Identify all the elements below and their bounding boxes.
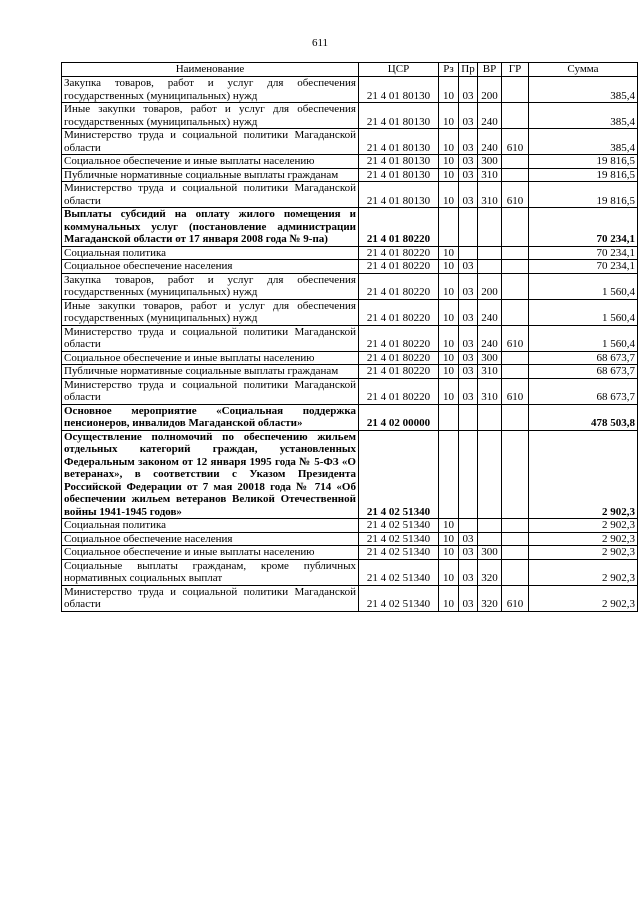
cell-vr: 310 [478, 182, 502, 208]
cell-csr: 21 4 01 80130 [359, 103, 439, 129]
cell-rz: 10 [439, 351, 459, 365]
cell-sum: 2 902,3 [529, 532, 638, 546]
cell-rz: 10 [439, 559, 459, 585]
cell-sum: 2 902,3 [529, 585, 638, 611]
cell-rz: 10 [439, 260, 459, 274]
cell-rz: 10 [439, 103, 459, 129]
cell-pr: 03 [459, 365, 478, 379]
cell-pr: 03 [459, 260, 478, 274]
table-row [62, 273, 638, 299]
table-row [62, 168, 638, 182]
cell-name: Основное мероприятие «Социальная поддержка пенсионеров, инвалидов Магаданской области» [62, 404, 359, 430]
table-row [62, 208, 638, 247]
cell-csr: 21 4 01 80220 [359, 246, 439, 260]
cell-rz: 10 [439, 77, 459, 103]
cell-pr: 03 [459, 378, 478, 404]
cell-pr: 03 [459, 129, 478, 155]
table-row [62, 155, 638, 169]
cell-name: Социальное обеспечение и иные выплаты населению [62, 546, 359, 560]
cell-rz [439, 208, 459, 247]
cell-csr: 21 4 01 80220 [359, 299, 439, 325]
cell-gr [502, 519, 529, 533]
header-name: Наименование [62, 63, 359, 77]
cell-pr: 03 [459, 77, 478, 103]
cell-sum: 1 560,4 [529, 325, 638, 351]
cell-name: Социальные выплаты гражданам, кроме публичных нормативных социальных выплат [62, 559, 359, 585]
cell-gr [502, 77, 529, 103]
cell-sum: 19 816,5 [529, 155, 638, 169]
cell-pr: 03 [459, 168, 478, 182]
cell-name: Социальная политика [62, 246, 359, 260]
cell-vr: 300 [478, 155, 502, 169]
cell-vr [478, 260, 502, 274]
cell-gr [502, 103, 529, 129]
cell-sum: 1 560,4 [529, 299, 638, 325]
cell-pr: 03 [459, 532, 478, 546]
cell-name: Министерство труда и социальной политики Магаданской области [62, 129, 359, 155]
cell-pr [459, 519, 478, 533]
cell-rz: 10 [439, 273, 459, 299]
cell-rz: 10 [439, 325, 459, 351]
table-row [62, 77, 638, 103]
cell-sum: 2 902,3 [529, 546, 638, 560]
cell-name: Министерство труда и социальной политики Магаданской области [62, 182, 359, 208]
cell-pr: 03 [459, 182, 478, 208]
cell-sum: 385,4 [529, 77, 638, 103]
cell-name: Закупка товаров, работ и услуг для обеспечения государственных (муниципальных) нужд [62, 77, 359, 103]
cell-gr [502, 546, 529, 560]
cell-gr [502, 208, 529, 247]
table-row [62, 299, 638, 325]
cell-sum: 70 234,1 [529, 246, 638, 260]
cell-vr: 310 [478, 378, 502, 404]
cell-gr [502, 299, 529, 325]
table-row [62, 260, 638, 274]
cell-name: Министерство труда и социальной политики Магаданской области [62, 378, 359, 404]
cell-vr: 240 [478, 325, 502, 351]
header-rz: Рз [439, 63, 459, 77]
table-row [62, 519, 638, 533]
cell-vr: 320 [478, 585, 502, 611]
cell-pr [459, 246, 478, 260]
cell-vr: 320 [478, 559, 502, 585]
cell-name: Социальное обеспечение и иные выплаты населению [62, 351, 359, 365]
cell-vr [478, 430, 502, 519]
cell-rz: 10 [439, 532, 459, 546]
cell-name: Социальное обеспечение населения [62, 260, 359, 274]
cell-rz: 10 [439, 299, 459, 325]
cell-pr: 03 [459, 559, 478, 585]
cell-csr: 21 4 01 80220 [359, 325, 439, 351]
cell-name: Иные закупки товаров, работ и услуг для обеспечения государственных (муниципальных) нужд [62, 299, 359, 325]
header-pr: Пр [459, 63, 478, 77]
cell-gr [502, 155, 529, 169]
cell-pr [459, 404, 478, 430]
cell-rz: 10 [439, 155, 459, 169]
cell-name: Выплаты субсидий на оплату жилого помещения и коммунальных услуг (постановление администрации Магаданской области от 17 января 2008 года № 9-па) [62, 208, 359, 247]
cell-gr [502, 430, 529, 519]
cell-gr [502, 168, 529, 182]
cell-gr: 610 [502, 585, 529, 611]
cell-csr: 21 4 01 80130 [359, 168, 439, 182]
cell-rz: 10 [439, 246, 459, 260]
cell-name: Осуществление полномочий по обеспечению жильем отдельных категорий граждан, установленных Федеральным законом от 12 января 1995 года № 5-ФЗ «О ветеранах», в соответствии с Указом Президента Российской Федерации от 7 мая 20018 года № 714 «Об обеспечении жильем ветеранов Великой Отечественной войны 1941-1945 годов» [62, 430, 359, 519]
cell-vr: 310 [478, 168, 502, 182]
cell-rz: 10 [439, 546, 459, 560]
table-row [62, 351, 638, 365]
cell-rz: 10 [439, 378, 459, 404]
cell-rz: 10 [439, 168, 459, 182]
cell-name: Социальная политика [62, 519, 359, 533]
table-row [62, 378, 638, 404]
cell-rz: 10 [439, 129, 459, 155]
cell-gr [502, 273, 529, 299]
cell-name: Закупка товаров, работ и услуг для обеспечения государственных (муниципальных) нужд [62, 273, 359, 299]
cell-vr: 300 [478, 546, 502, 560]
cell-vr: 240 [478, 103, 502, 129]
cell-sum: 385,4 [529, 103, 638, 129]
cell-sum: 68 673,7 [529, 351, 638, 365]
cell-sum: 2 902,3 [529, 559, 638, 585]
cell-csr: 21 4 01 80130 [359, 182, 439, 208]
cell-csr: 21 4 01 80130 [359, 77, 439, 103]
cell-sum: 70 234,1 [529, 260, 638, 274]
cell-csr: 21 4 01 80220 [359, 351, 439, 365]
cell-pr: 03 [459, 546, 478, 560]
header-csr: ЦСР [359, 63, 439, 77]
cell-vr [478, 519, 502, 533]
cell-rz: 10 [439, 365, 459, 379]
table-row [62, 404, 638, 430]
cell-vr: 300 [478, 351, 502, 365]
cell-csr: 21 4 02 51340 [359, 430, 439, 519]
cell-gr [502, 260, 529, 274]
cell-sum: 478 503,8 [529, 404, 638, 430]
cell-csr: 21 4 01 80220 [359, 365, 439, 379]
table-row [62, 182, 638, 208]
cell-pr [459, 430, 478, 519]
table-row [62, 559, 638, 585]
cell-sum: 19 816,5 [529, 168, 638, 182]
cell-vr: 200 [478, 77, 502, 103]
header-gr: ГР [502, 63, 529, 77]
cell-gr: 610 [502, 325, 529, 351]
cell-name: Публичные нормативные социальные выплаты гражданам [62, 365, 359, 379]
cell-name: Иные закупки товаров, работ и услуг для обеспечения государственных (муниципальных) нужд [62, 103, 359, 129]
cell-csr: 21 4 01 80220 [359, 260, 439, 274]
cell-sum: 68 673,7 [529, 378, 638, 404]
table-row [62, 365, 638, 379]
cell-pr: 03 [459, 351, 478, 365]
cell-sum: 68 673,7 [529, 365, 638, 379]
cell-csr: 21 4 01 80130 [359, 129, 439, 155]
cell-csr: 21 4 02 51340 [359, 532, 439, 546]
cell-sum: 385,4 [529, 129, 638, 155]
header-sum: Сумма [529, 63, 638, 77]
cell-sum: 70 234,1 [529, 208, 638, 247]
cell-rz [439, 404, 459, 430]
table-row [62, 585, 638, 611]
table-row [62, 246, 638, 260]
cell-csr: 21 4 02 51340 [359, 519, 439, 533]
page-number: 611 [311, 37, 329, 49]
cell-vr [478, 246, 502, 260]
header-vr: ВР [478, 63, 502, 77]
cell-gr: 610 [502, 129, 529, 155]
cell-pr: 03 [459, 103, 478, 129]
cell-rz: 10 [439, 182, 459, 208]
cell-csr: 21 4 02 51340 [359, 546, 439, 560]
table-row [62, 103, 638, 129]
cell-csr: 21 4 01 80130 [359, 155, 439, 169]
cell-gr [502, 404, 529, 430]
budget-table [61, 62, 638, 612]
cell-gr [502, 559, 529, 585]
cell-vr: 240 [478, 299, 502, 325]
table-row [62, 532, 638, 546]
cell-csr: 21 4 01 80220 [359, 208, 439, 247]
cell-gr [502, 365, 529, 379]
cell-pr [459, 208, 478, 247]
cell-gr [502, 246, 529, 260]
cell-sum: 1 560,4 [529, 273, 638, 299]
cell-name: Министерство труда и социальной политики Магаданской области [62, 325, 359, 351]
cell-pr: 03 [459, 325, 478, 351]
cell-rz [439, 430, 459, 519]
table-header-row [62, 63, 638, 77]
cell-csr: 21 4 02 00000 [359, 404, 439, 430]
cell-name: Социальное обеспечение населения [62, 532, 359, 546]
cell-csr: 21 4 02 51340 [359, 559, 439, 585]
table-row [62, 546, 638, 560]
cell-sum: 2 902,3 [529, 519, 638, 533]
table-row [62, 430, 638, 519]
cell-vr: 200 [478, 273, 502, 299]
cell-rz: 10 [439, 585, 459, 611]
table-row [62, 129, 638, 155]
cell-rz: 10 [439, 519, 459, 533]
cell-vr [478, 208, 502, 247]
cell-pr: 03 [459, 585, 478, 611]
cell-pr: 03 [459, 273, 478, 299]
cell-pr: 03 [459, 155, 478, 169]
cell-csr: 21 4 01 80220 [359, 378, 439, 404]
cell-name: Министерство труда и социальной политики Магаданской области [62, 585, 359, 611]
cell-gr [502, 351, 529, 365]
cell-gr [502, 532, 529, 546]
table-body [62, 77, 638, 612]
cell-vr: 310 [478, 365, 502, 379]
cell-vr [478, 532, 502, 546]
cell-gr: 610 [502, 182, 529, 208]
cell-sum: 19 816,5 [529, 182, 638, 208]
cell-gr: 610 [502, 378, 529, 404]
cell-pr: 03 [459, 299, 478, 325]
cell-vr [478, 404, 502, 430]
cell-csr: 21 4 01 80220 [359, 273, 439, 299]
cell-sum: 2 902,3 [529, 430, 638, 519]
cell-vr: 240 [478, 129, 502, 155]
cell-csr: 21 4 02 51340 [359, 585, 439, 611]
cell-name: Публичные нормативные социальные выплаты гражданам [62, 168, 359, 182]
table-row [62, 325, 638, 351]
cell-name: Социальное обеспечение и иные выплаты населению [62, 155, 359, 169]
